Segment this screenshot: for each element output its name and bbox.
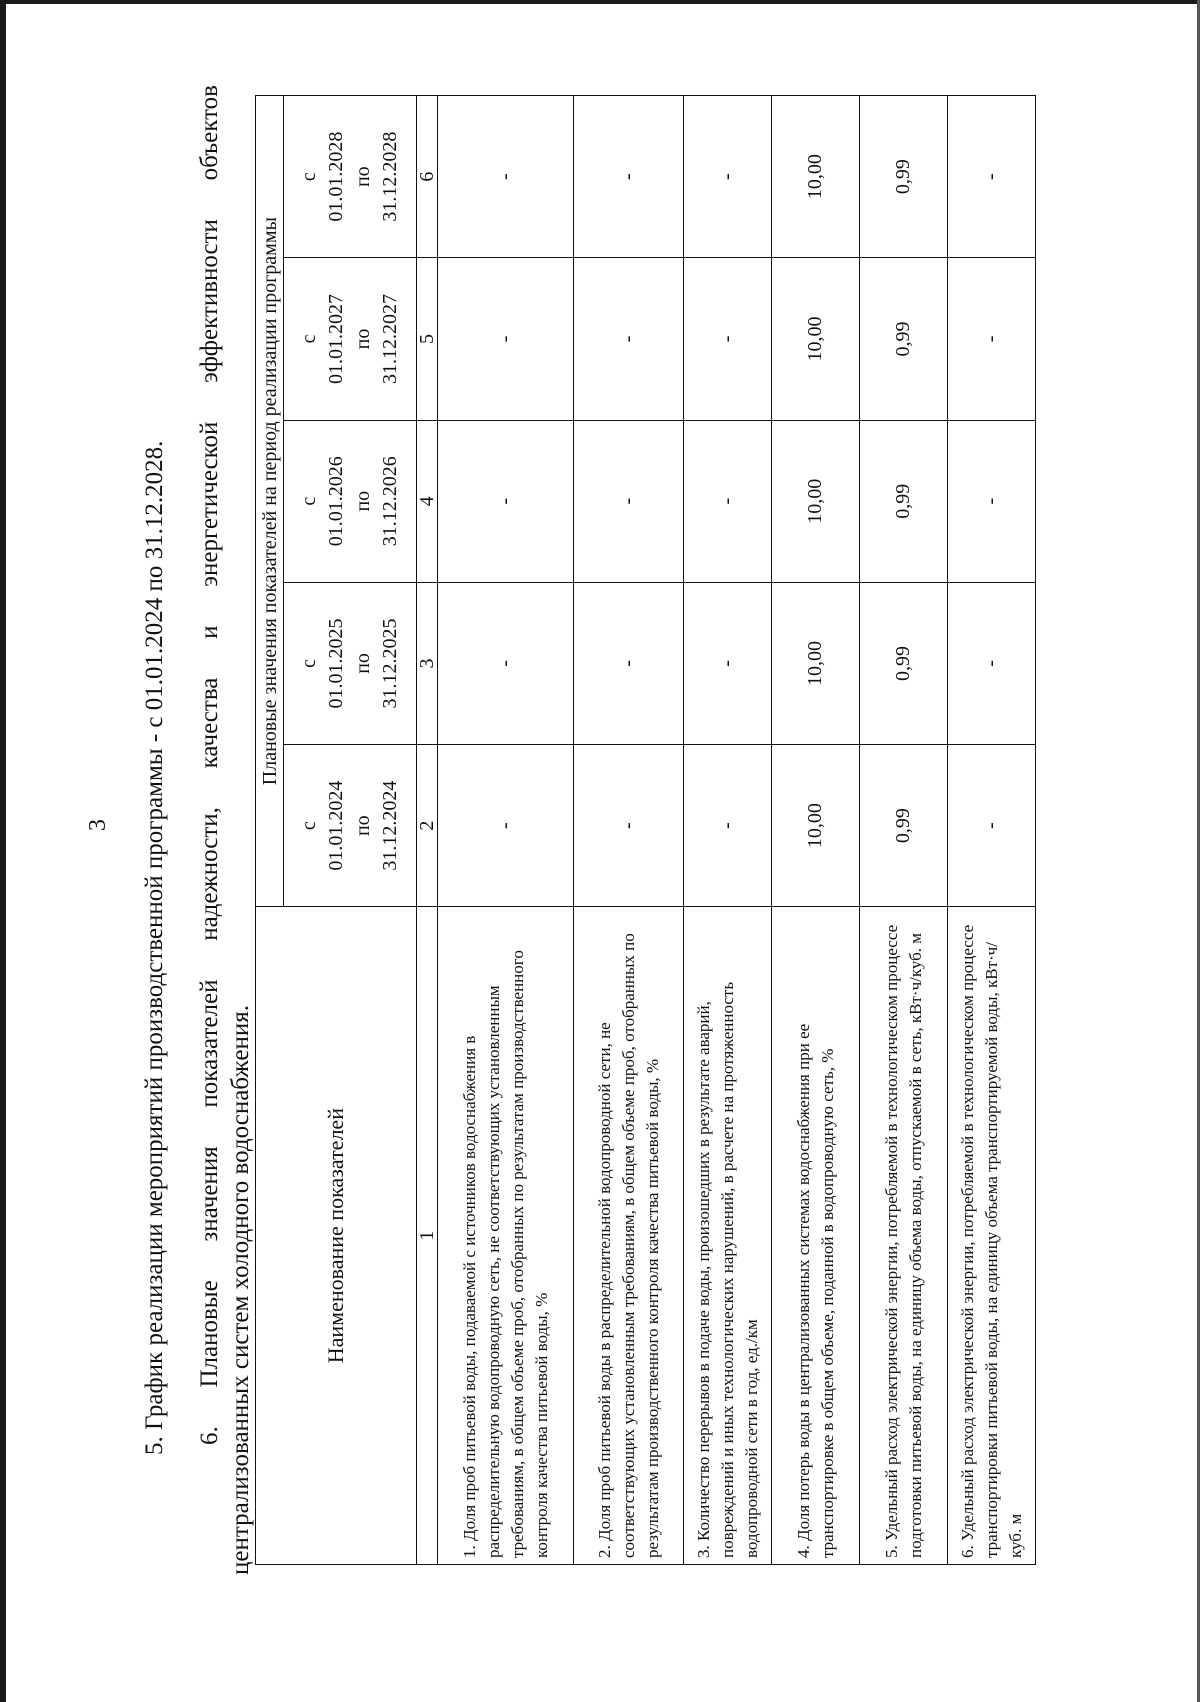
- period-to: 31.12.2027: [379, 293, 402, 384]
- period-from: 01.01.2026: [325, 456, 348, 547]
- indicator-value: -: [948, 258, 1036, 420]
- period-to: 31.12.2025: [379, 618, 402, 709]
- period-from: 01.01.2027: [325, 293, 348, 384]
- section-6-heading-line2: централизованных систем холодного водоснабжения.: [227, 1005, 254, 1575]
- table-row: [438, 96, 574, 1565]
- period-from-prefix: с: [298, 496, 321, 506]
- indicator-value: 0,99: [860, 96, 948, 258]
- header-period-4: [284, 258, 417, 420]
- period-to-prefix: по: [352, 653, 375, 674]
- period-from: 01.01.2024: [325, 780, 348, 871]
- page-number: 3: [85, 819, 111, 831]
- period-to-prefix: по: [352, 490, 375, 512]
- table-row: [574, 96, 684, 1565]
- indicator-value: -: [438, 582, 574, 744]
- indicator-name: 1. Доля проб питьевой воды, подаваемой с источников водоснабжения в распределительную водопроводную сеть, не соответствующих установленным требованиям, в общем объеме проб, отобранных по результатам производственного контроля качества питьевой воды, %: [438, 907, 574, 1565]
- column-number-3: 3: [417, 582, 438, 744]
- table-row: [860, 96, 948, 1565]
- indicator-value: -: [948, 582, 1036, 744]
- indicator-value: -: [574, 582, 684, 744]
- indicator-value: -: [684, 745, 772, 907]
- period-from: 01.01.2025: [325, 618, 348, 709]
- indicator-value: -: [684, 582, 772, 744]
- indicator-name: 3. Количество перерывов в подаче воды, произошедших в результате аварий, повреждений и иных технологических нарушений, в расчете на протяженность водопроводной сети в год, ед./км: [684, 907, 772, 1565]
- period-from-prefix: с: [298, 334, 321, 344]
- indicator-name: 4. Доля потерь воды в централизованных системах водоснабжения при ее транспортировке в общем объеме, поданной в водопроводную сеть, %: [772, 907, 860, 1565]
- period-to: 31.12.2024: [379, 780, 402, 871]
- indicator-value: 0,99: [860, 745, 948, 907]
- period-to: 31.12.2028: [379, 131, 402, 222]
- indicator-value: -: [948, 745, 1036, 907]
- indicator-name: 6. Удельный расход электрической энергии, потребляемой в технологическом процессе транспортировки питьевой воды, на единицу объема транспортируемой воды, кВт·ч/куб. м: [948, 907, 1036, 1565]
- indicator-value: -: [574, 745, 684, 907]
- period-to-prefix: по: [352, 815, 375, 837]
- rotated-document: [85, 75, 1095, 1575]
- indicator-value: -: [438, 96, 574, 258]
- indicators-body: [438, 96, 1036, 1565]
- indicator-value: -: [438, 258, 574, 420]
- section-5-heading: 5. График реализации мероприятий производственной программы - с 01.01.2024 по 31.12.2028.: [141, 440, 168, 1455]
- indicator-name: 5. Удельный расход электрической энергии, потребляемой в технологическом процессе подготовки питьевой воды, на единицу объема воды, отпускаемой в сеть, кВт·ч/куб. м: [860, 907, 948, 1565]
- indicator-value: 0,99: [860, 420, 948, 582]
- scan-edge-left: [0, 0, 6, 1702]
- column-number-6: 6: [417, 96, 438, 258]
- indicator-value: -: [574, 258, 684, 420]
- indicator-value: -: [574, 420, 684, 582]
- indicator-value: 10,00: [772, 745, 860, 907]
- indicator-value: 10,00: [772, 258, 860, 420]
- indicator-value: -: [948, 96, 1036, 258]
- indicator-value: -: [684, 258, 772, 420]
- indicator-value: 10,00: [772, 96, 860, 258]
- indicator-value: 10,00: [772, 582, 860, 744]
- header-period-3: [284, 420, 417, 582]
- header-indicator-name: Наименование показателей: [256, 907, 417, 1565]
- indicator-value: 0,99: [860, 582, 948, 744]
- period-from-prefix: с: [298, 658, 321, 668]
- header-period-1: [284, 745, 417, 907]
- period-to-prefix: по: [352, 328, 375, 350]
- period-to: 31.12.2026: [379, 456, 402, 547]
- column-numbers-row: [417, 96, 438, 1565]
- indicator-value: 0,99: [860, 258, 948, 420]
- indicator-value: -: [684, 420, 772, 582]
- scan-edge-top: [0, 0, 1200, 4]
- period-from-prefix: с: [298, 172, 321, 182]
- header-period-2: [284, 582, 417, 744]
- indicator-name: 2. Доля проб питьевой воды в распределительной водопроводной сети, не соответствующих установленным требованиям, в общем объеме проб, отобранных по результатам производственного контроля качества питьевой воды, %: [574, 907, 684, 1565]
- column-number-5: 5: [417, 258, 438, 420]
- period-to-prefix: по: [352, 166, 375, 188]
- period-from-prefix: с: [298, 821, 321, 831]
- header-period-5: [284, 96, 417, 258]
- indicator-value: 10,00: [772, 420, 860, 582]
- indicator-value: -: [438, 745, 574, 907]
- column-number-2: 2: [417, 745, 438, 907]
- indicator-value: -: [574, 96, 684, 258]
- indicator-value: -: [684, 96, 772, 258]
- table-row: [684, 96, 772, 1565]
- indicator-value: -: [948, 420, 1036, 582]
- header-plan-values: Плановые значения показателей на период реализации программы: [256, 96, 284, 907]
- table-row: [772, 96, 860, 1565]
- column-number-1: 1: [417, 907, 438, 1565]
- indicator-value: -: [438, 420, 574, 582]
- table-row: [948, 96, 1036, 1565]
- indicators-table: [255, 95, 1036, 1565]
- section-6-heading-line1: 6. Плановые значения показателей надежности, качества и энергетической эффективности объектов: [196, 85, 223, 1445]
- period-from: 01.01.2028: [325, 131, 348, 222]
- column-number-4: 4: [417, 420, 438, 582]
